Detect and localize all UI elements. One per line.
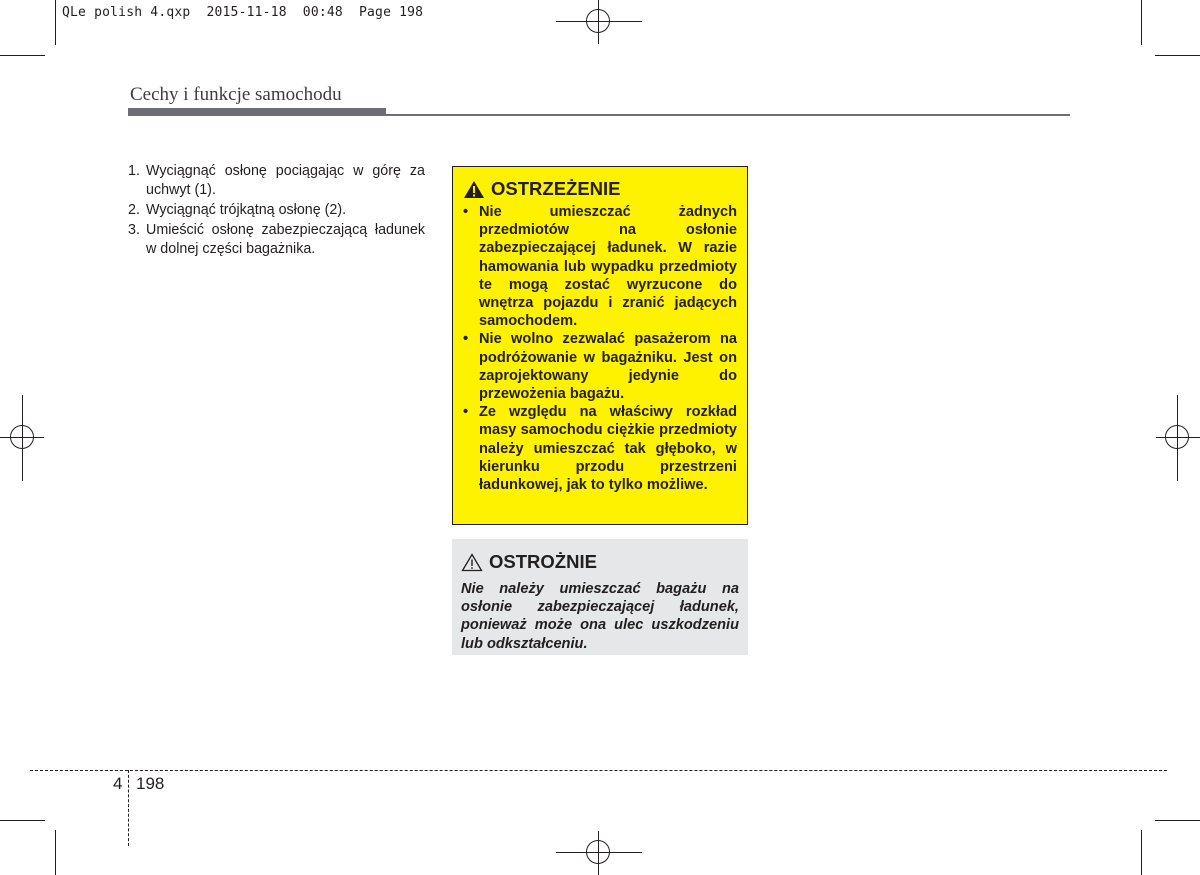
- step-text: Wyciągnąć trójkątną osłonę (2).: [146, 202, 347, 218]
- footer-divider: [128, 770, 129, 846]
- registration-circle: [586, 840, 610, 864]
- warning-item-text: Nie umieszczać żadnych przedmiotów na osłonie zabezpieczającej ładunek. W razie hamowania lub wypadku przedmioty te mogą zostać wyrzucone do wnętrza pojazdu i zranić jadących samochodem.: [479, 204, 737, 330]
- instruction-step: [128, 162, 425, 200]
- instruction-step: [128, 201, 425, 220]
- footer-rule: [30, 770, 1167, 771]
- warning-list: [463, 203, 737, 494]
- crop-mark: [1141, 830, 1142, 875]
- warning-title: OSTRZEŻENIE: [491, 178, 621, 199]
- caution-title: OSTROŻNIE: [489, 551, 597, 572]
- warning-item: [463, 203, 737, 330]
- bullet: •: [463, 404, 469, 421]
- warning-triangle-filled-icon: [463, 180, 485, 199]
- bullet: •: [463, 204, 469, 220]
- caution-text: Nie należy umieszczać bagażu na osłonie zabezpieczającej ładunek, ponieważ może ona ulec uszkodzeniu lub odkształceniu.: [461, 581, 739, 652]
- registration-circle: [1165, 425, 1189, 449]
- crop-mark: [1155, 55, 1200, 56]
- warning-item-text: Nie wolno zezwalać pasażerom na podróżowanie w bagażniku. Jest on zaprojektowany jedynie do przewożenia bagażu.: [479, 331, 737, 403]
- step-number: 3.: [128, 222, 140, 238]
- warning-item-text: Ze względu na właściwy rozkład masy samochodu ciężkie przedmioty należy umieszczać tak głęboko, w kierunku przodu przestrzeni ładunkowej, jak to tylko możliwe.: [479, 404, 737, 494]
- warning-item: [463, 403, 737, 494]
- caution-box: [452, 539, 748, 655]
- warning-box: [452, 166, 748, 525]
- header-rule-accent: [128, 108, 386, 115]
- crop-mark: [1155, 820, 1200, 821]
- crop-mark: [0, 55, 45, 56]
- step-text: Umieścić osłonę zabezpieczającą ładunek w dolnej części bagażnika.: [146, 222, 425, 257]
- warning-item: [463, 330, 737, 403]
- bullet: •: [463, 331, 469, 348]
- page-number: 198: [136, 774, 165, 793]
- step-text: Wyciągnąć osłonę pociągając w górę za uchwyt (1).: [146, 163, 425, 198]
- section-title: Cechy i funkcje samochodu: [130, 84, 342, 105]
- crop-mark: [55, 0, 56, 45]
- crop-mark: [55, 830, 56, 875]
- crop-mark: [1141, 0, 1142, 45]
- instruction-list: [128, 162, 425, 260]
- registration-circle: [10, 425, 34, 449]
- caution-header: [461, 550, 739, 574]
- print-slug: QLe polish 4.qxp 2015-11-18 00:48 Page 198: [62, 5, 424, 20]
- step-number: 1.: [128, 163, 140, 179]
- warning-triangle-outline-icon: [461, 553, 483, 572]
- registration-circle: [586, 9, 610, 33]
- step-number: 2.: [128, 202, 140, 218]
- instruction-step: [128, 221, 425, 259]
- chapter-number: 4: [113, 774, 123, 793]
- crop-mark: [0, 820, 45, 821]
- warning-header: [463, 177, 737, 201]
